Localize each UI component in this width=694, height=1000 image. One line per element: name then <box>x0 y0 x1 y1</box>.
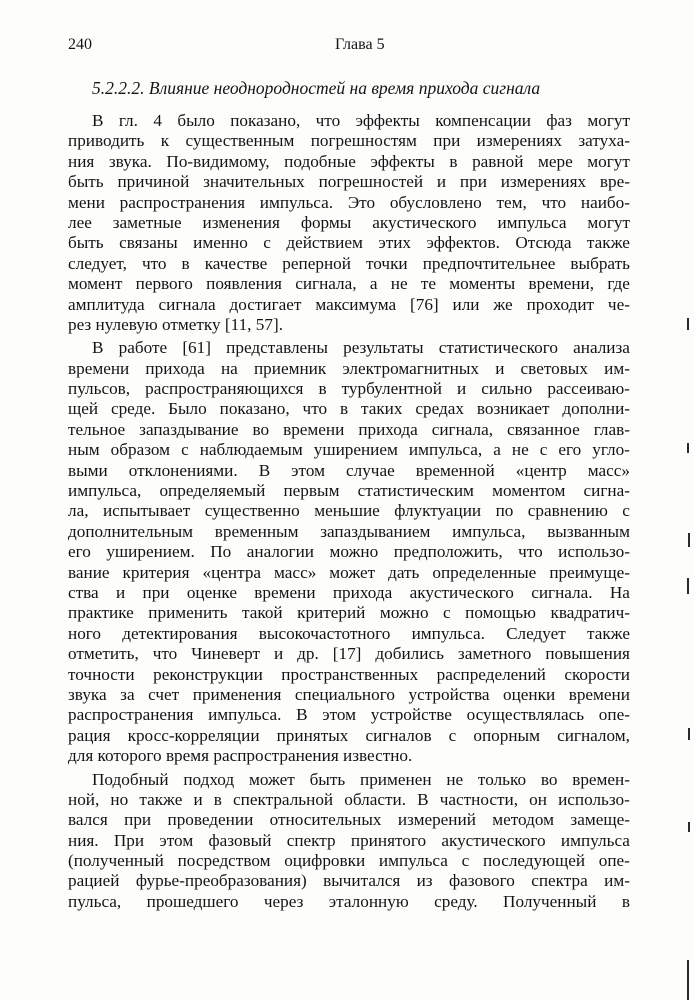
scan-mark <box>687 443 689 453</box>
scan-mark <box>688 822 690 832</box>
scan-mark <box>687 578 689 594</box>
text-line: ния звука. По-видимому, подобные эффекты в равной мере могут <box>68 151 630 171</box>
text-line: рацией фурье-преобразования) вычитался из фазового спектра им- <box>68 871 630 891</box>
section-heading: 5.2.2.2. Влияние неоднородностей на время прихода сигнала <box>92 78 541 98</box>
text-line: его уширением. По аналогии можно предположить, что использо- <box>68 542 630 562</box>
text-line: ла, испытывает существенно меньшие флуктуации по сравнению с <box>68 501 630 521</box>
text-line: лее заметные изменения формы акустического импульса могут <box>68 212 630 232</box>
paragraph <box>68 770 630 913</box>
paragraph <box>68 111 630 335</box>
text-line: точности реконструкции пространственных распределений скорости <box>68 664 630 684</box>
text-line: тельное запаздывание во времени прихода сигнала, связанное глав- <box>68 419 630 439</box>
text-line: распространения импульса. В этом устройстве осуществлялась опе- <box>68 705 630 725</box>
text-line: быть связаны именно с действием этих эффектов. Отсюда также <box>68 233 630 253</box>
text-line: отметить, что Чиневерт и др. [17] добились заметного повышения <box>68 644 630 664</box>
text-line: следует, что в качестве реперной точки предпочтительнее выбрать <box>68 253 630 273</box>
text-line: для которого время распространения известно. <box>68 746 413 766</box>
scan-mark <box>687 318 689 330</box>
page-number: 240 <box>68 36 92 53</box>
text-line: В работе [61] представлены результаты статистического анализа <box>92 338 630 358</box>
text-line: амплитуда сигнала достигает максимума [76] или же проходит че- <box>68 294 630 314</box>
paragraph <box>68 338 630 766</box>
text-line: импульса, определяемый первым статистическим моментом сигна- <box>68 481 630 501</box>
body-text <box>68 111 630 912</box>
text-line: В гл. 4 было показано, что эффекты компенсации фаз могут <box>92 111 630 130</box>
text-line: практике применить такой критерий можно с помощью квадратич- <box>68 603 630 623</box>
running-title: Глава 5 <box>335 36 385 53</box>
text-line: момент первого появления сигнала, а не те моменты времени, где <box>68 274 630 294</box>
text-line: дополнительным временным запаздыванием импульса, вызванным <box>68 521 630 541</box>
text-line: ного детектирования высокочастотного импульса. Следует также <box>68 623 630 643</box>
text-line: пульсов, распространяющихся в турбулентной и сильно рассеиваю- <box>68 379 630 399</box>
text-line: ной, но также и в спектральной области. В частности, он использо- <box>68 789 630 809</box>
text-line: пульса, прошедшего через эталонную среду. Полученный в <box>68 891 630 911</box>
text-line: быть причиной значительных погрешностей и при измерениях вре- <box>68 172 630 192</box>
text-line: вание критерия «центра масс» может дать определенные преимуще- <box>68 562 630 582</box>
text-line: времени прихода на приемник электромагнитных и световых им- <box>68 358 630 378</box>
scan-mark <box>687 960 689 1000</box>
text-line: щей среде. Было показано, что в таких средах возникает дополни- <box>68 399 630 419</box>
text-line: ства и при оценке времени прихода акустического сигнала. На <box>68 582 630 602</box>
scan-mark <box>688 728 690 740</box>
scan-mark <box>688 533 690 547</box>
text-line: Подобный подход может быть применен не только во времен- <box>92 769 630 789</box>
text-line: ным образом с наблюдаемым уширением импульса, а не с его угло- <box>68 440 630 460</box>
text-line: вался при проведении относительных измерений методом замеще- <box>68 810 630 830</box>
text-line: ния. При этом фазовый спектр принятого акустического импульса <box>68 830 630 850</box>
text-line: рез нулевую отметку [11, 57]. <box>68 314 283 334</box>
text-line: приводить к существенным погрешностям при измерениях затуха- <box>68 131 630 151</box>
text-line: (полученный посредством оцифровки импульса с последующей опе- <box>68 851 630 871</box>
text-line: звука за счет применения специального устройства оценки времени <box>68 684 630 704</box>
text-line: рация кросс-корреляции принятых сигналов с опорным сигналом, <box>68 725 630 745</box>
text-line: мени распространения импульса. Это обусловлено тем, что наибо- <box>68 192 630 212</box>
text-line: выми отклонениями. В этом случае временной «центр масс» <box>68 460 630 480</box>
